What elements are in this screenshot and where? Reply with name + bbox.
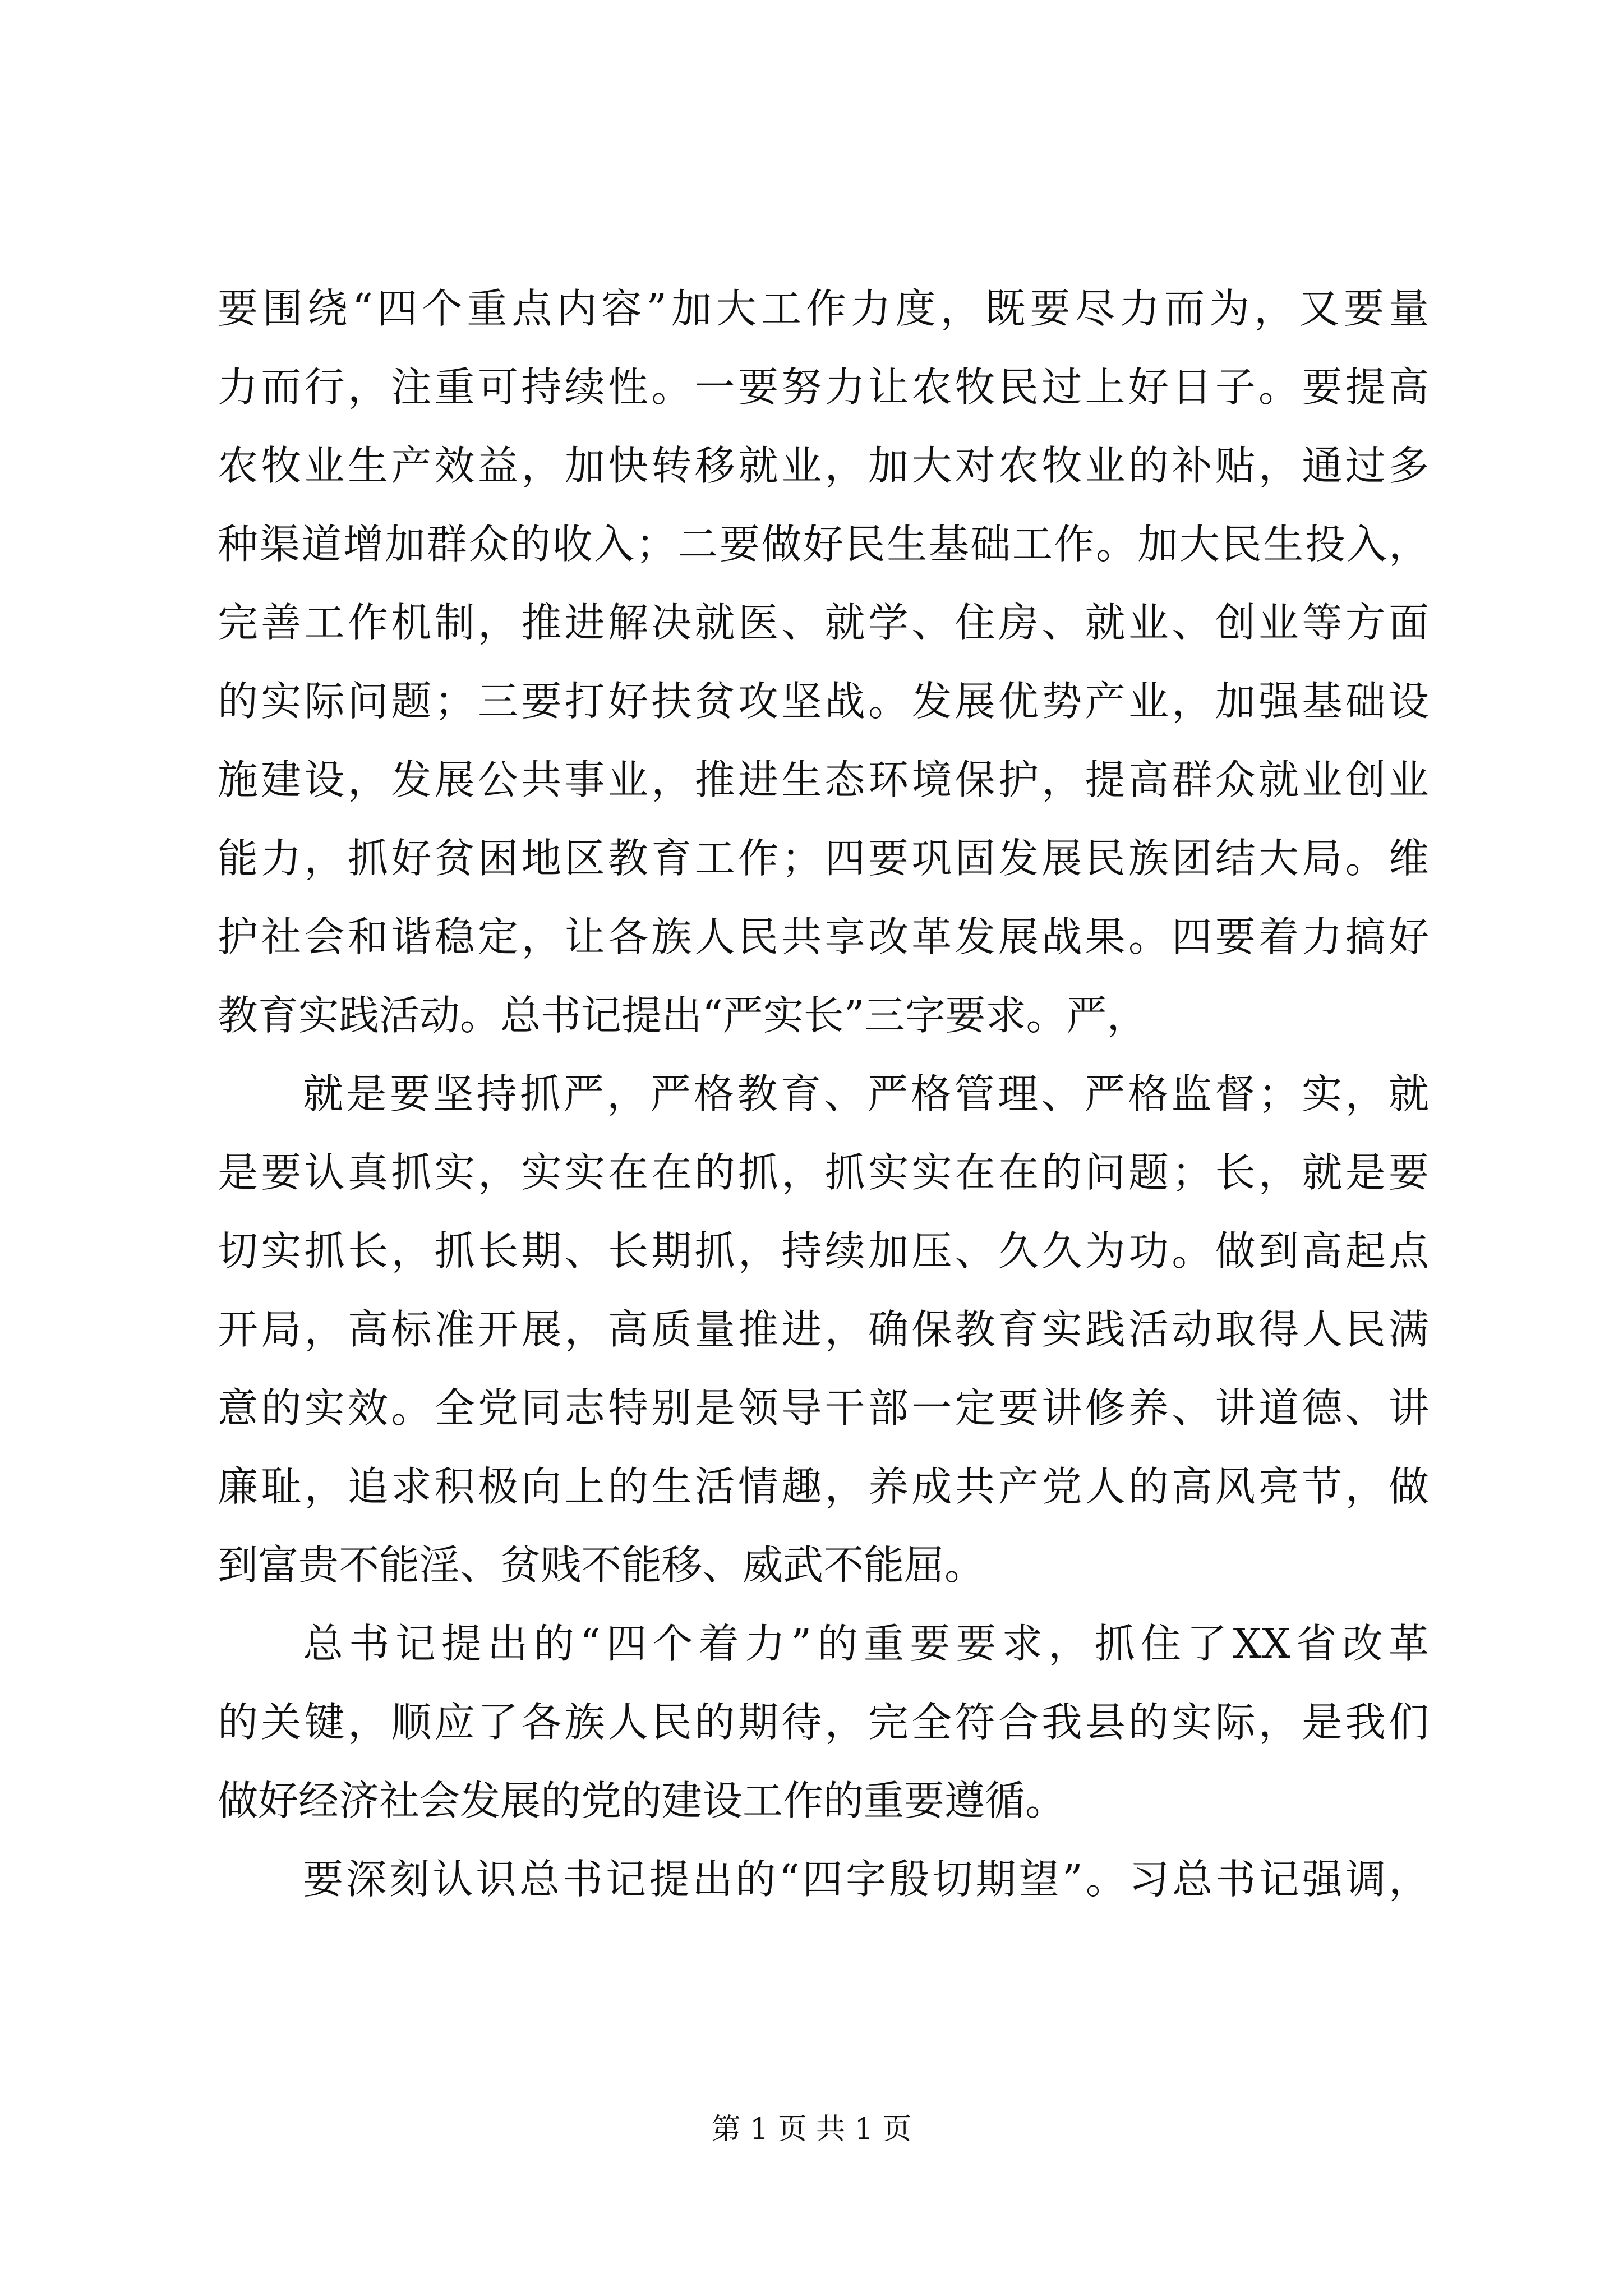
body-line-19: 的关键，顺应了各族人民的期待，完全符合我县的实际，是我们 bbox=[218, 1699, 1429, 1746]
body-line-5: 完善工作机制，推进解决就医、就学、住房、就业、创业等方面 bbox=[218, 599, 1429, 646]
body-line-1: 要围绕“四个重点内容”加大工作力度，既要尽力而为，又要量 bbox=[218, 285, 1429, 332]
body-line-2: 力而行，注重可持续性。一要努力让农牧民过上好日子。要提高 bbox=[218, 364, 1429, 411]
body-line-6: 的实际问题；三要打好扶贫攻坚战。发展优势产业，加强基础设 bbox=[218, 678, 1429, 725]
body-line-8: 能力，抓好贫困地区教育工作；四要巩固发展民族团结大局。维 bbox=[218, 835, 1429, 882]
body-line-7: 施建设，发展公共事业，推进生态环境保护，提高群众就业创业 bbox=[218, 756, 1429, 803]
body-line-4: 种渠道增加群众的收入；二要做好民生基础工作。加大民生投入， bbox=[218, 521, 1429, 568]
body-line-14: 开局，高标准开展，高质量推进，确保教育实践活动取得人民满 bbox=[218, 1306, 1429, 1353]
body-line-20: 做好经济社会发展的党的建设工作的重要遵循。 bbox=[218, 1777, 1066, 1824]
body-line-17: 到富贵不能淫、贫贱不能移、威武不能屈。 bbox=[218, 1542, 985, 1589]
page-number-footer: 第 1 页 共 1 页 bbox=[711, 2113, 912, 2146]
body-line-18: 总书记提出的“四个着力”的重要要求，抓住了XX省改革 bbox=[303, 1620, 1429, 1667]
body-line-15: 意的实效。全党同志特别是领导干部一定要讲修养、讲道德、讲 bbox=[218, 1384, 1429, 1432]
body-line-21: 要深刻认识总书记提出的“四字殷切期望”。习总书记强调， bbox=[303, 1856, 1429, 1903]
body-line-13: 切实抓长，抓长期、长期抓，持续加压、久久为功。做到高起点 bbox=[218, 1227, 1429, 1274]
body-line-10: 教育实践活动。总书记提出“严实长”三字要求。严， bbox=[218, 992, 1147, 1039]
body-line-16: 廉耻，追求积极向上的生活情趣，养成共产党人的高风亮节，做 bbox=[218, 1463, 1429, 1510]
body-line-12: 是要认真抓实，实实在在的抓，抓实实在在的问题；长，就是要 bbox=[218, 1149, 1429, 1196]
body-line-11: 就是要坚持抓严，严格教育、严格管理、严格监督；实，就 bbox=[303, 1070, 1429, 1117]
body-line-3: 农牧业生产效益，加快转移就业，加大对农牧业的补贴，通过多 bbox=[218, 442, 1429, 489]
body-line-9: 护社会和谐稳定，让各族人民共享改革发展战果。四要着力搞好 bbox=[218, 913, 1429, 960]
